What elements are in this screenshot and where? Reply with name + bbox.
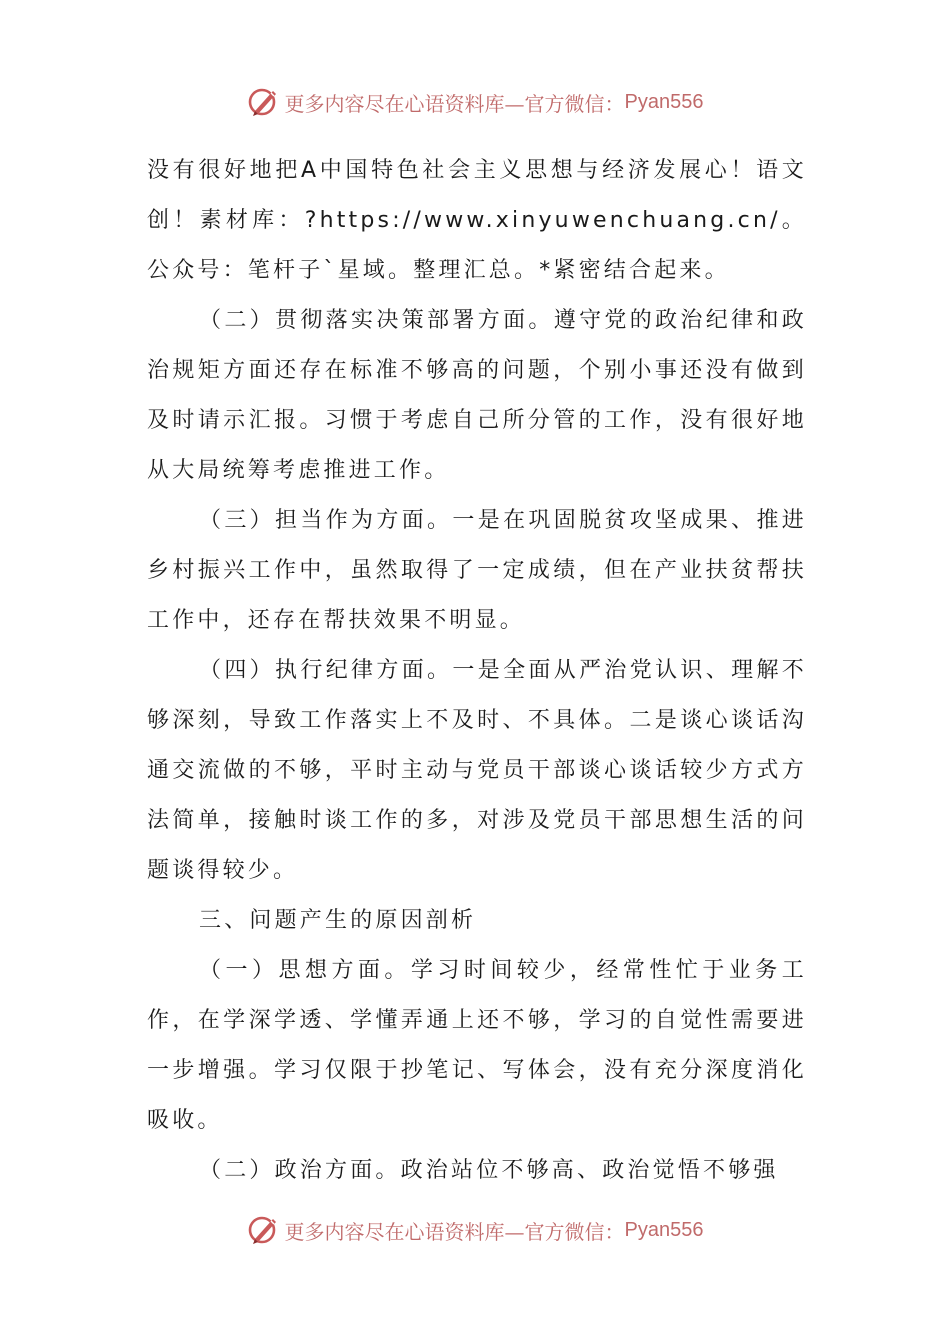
paragraph: （三）担当作为方面。一是在巩固脱贫攻坚成果、推进乡村振兴工作中，虽然取得了一定成绩，但在产业扶贫帮扶工作中，还存在帮扶效果不明显。 [147,508,807,633]
section-heading: 三、问题产生的原因剖析 [199,908,477,933]
header-watermark-banner [0,82,950,122]
banner-text: 更多内容尽在心语资料库—官方微信： [284,91,625,116]
banner-wechat-handle: Pyan556 [624,90,704,113]
paragraph: （四）执行纪律方面。一是全面从严治党认识、理解不够深刻，导致工作落实上不及时、不具体。二是谈心谈话沟通交流做的不够，平时主动与党员干部谈心谈话较少方式方法简单，接触时谈工作的多，对涉及党员干部思想生活的问题谈得较少。 [147,658,807,883]
pen-logo-icon [247,1213,281,1247]
banner-text: 更多内容尽在心语资料库—官方微信： [284,1219,625,1244]
paragraph: （一）思想方面。学习时间较少，经常性忙于业务工作，在学深学透、学懂弄通上还不够，学习的自觉性需要进一步增强。学习仅限于抄笔记、写体会，没有充分深度消化吸收。 [147,958,807,1133]
paragraph: 没有很好地把A中国特色社会主义思想与经济发展心！语文创！素材库：?https://www.xinyuwenchuang.cn/。公众号：笔杆子`星域。整理汇总。*紧密结合起来。 [147,158,807,283]
footer-watermark-banner [0,1210,950,1250]
paragraph: （二）贯彻落实决策部署方面。遵守党的政治纪律和政治规矩方面还存在标准不够高的问题，个别小事还没有做到及时请示汇报。习惯于考虑自己所分管的工作，没有很好地从大局统筹考虑推进工作。 [147,308,807,483]
document-body [147,146,807,1196]
paragraph: （二）政治方面。政治站位不够高、政治觉悟不够强 [199,1158,779,1183]
banner-wechat-handle: Pyan556 [624,1218,704,1241]
pen-logo-icon [247,85,281,119]
